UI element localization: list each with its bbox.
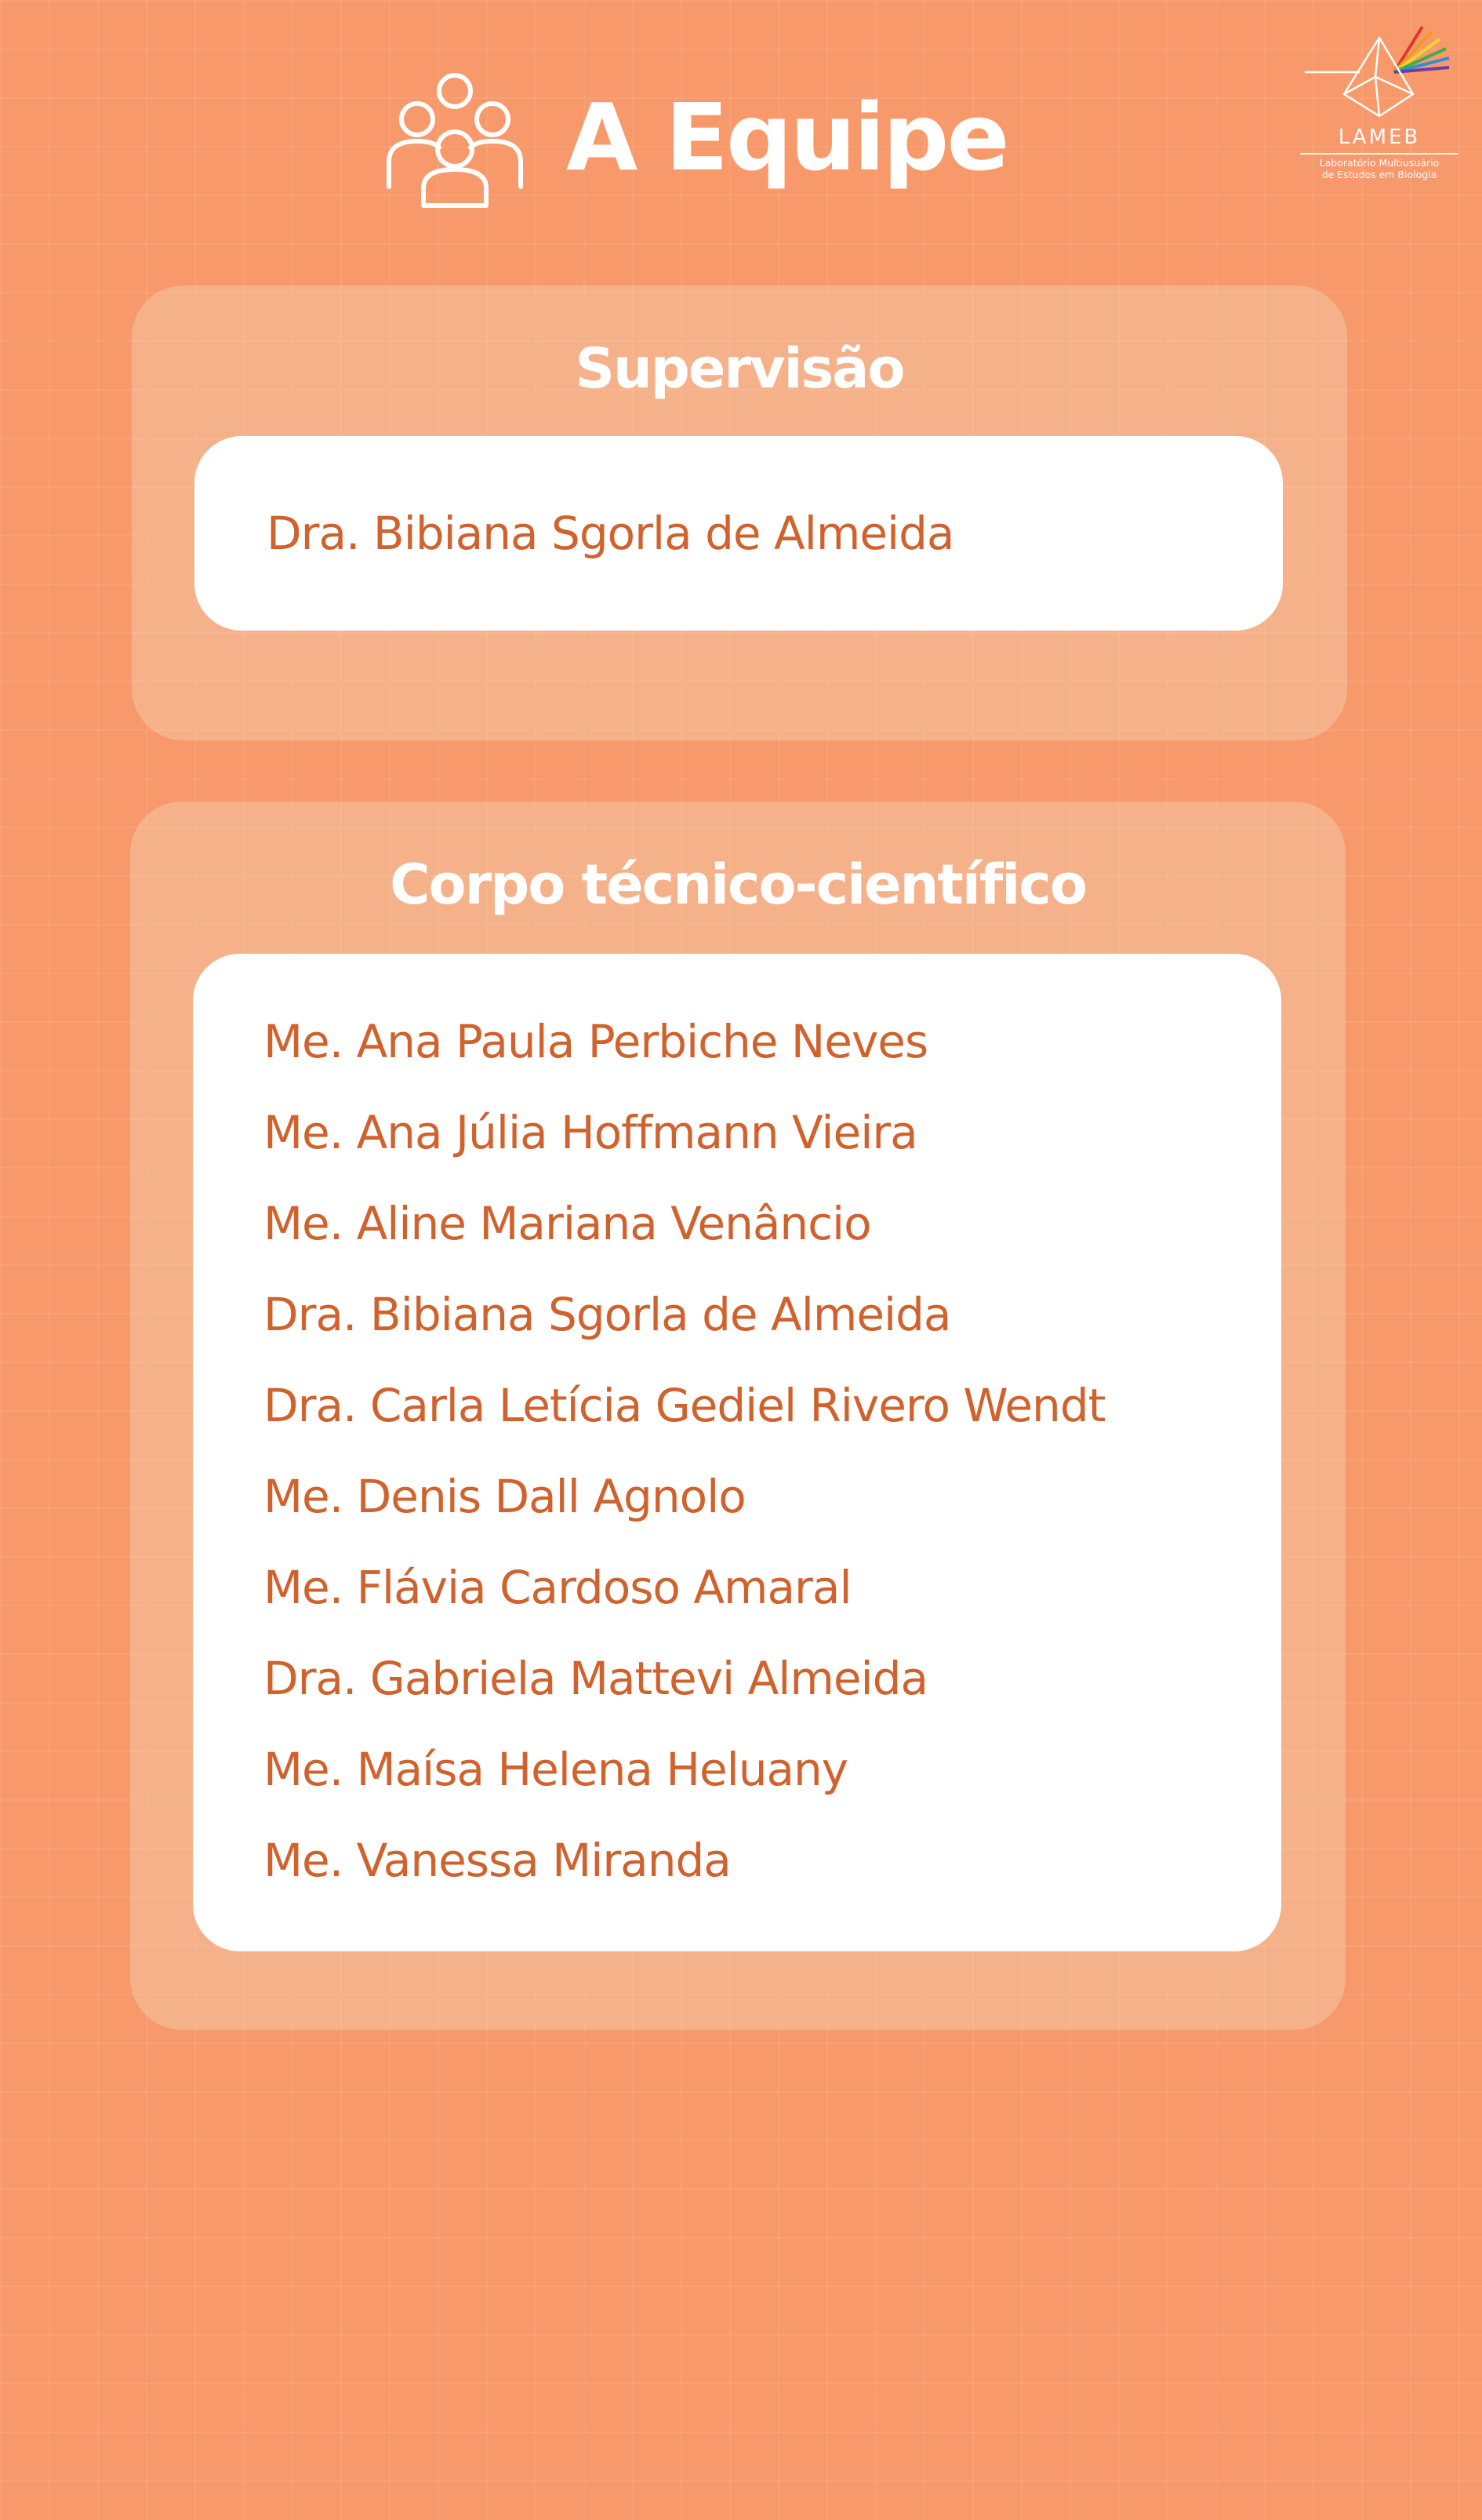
member-name: Me. Ana Júlia Hoffmann Vieira	[263, 1106, 917, 1159]
logo-description-line1: Laboratório Multiusuário	[1319, 157, 1440, 169]
team-panel	[130, 802, 1346, 2030]
member-name: Me. Ana Paula Perbiche Neves	[263, 1015, 928, 1068]
supervision-card	[194, 436, 1283, 631]
member-name: Dra. Gabriela Mattevi Almeida	[263, 1652, 928, 1705]
supervisor-name: Dra. Bibiana Sgorla de Almeida	[267, 507, 954, 560]
member-name: Me. Aline Mariana Venâncio	[263, 1197, 871, 1250]
member-name: Dra. Carla Letícia Gediel Rivero Wendt	[263, 1379, 1106, 1432]
member-name: Dra. Bibiana Sgorla de Almeida	[263, 1288, 951, 1341]
team-card	[193, 954, 1281, 1951]
supervision-title: Supervisão	[575, 336, 904, 401]
lameb-logo	[1297, 22, 1462, 187]
logo-description-line2: de Estudos em Biologia	[1321, 169, 1437, 180]
logo-description	[1297, 157, 1462, 180]
member-name: Me. Maísa Helena Heluany	[263, 1743, 848, 1796]
member-name: Me. Vanessa Miranda	[263, 1834, 731, 1887]
logo-divider	[1300, 153, 1458, 155]
logo-name: LAMEB	[1338, 125, 1421, 149]
team-icon	[384, 69, 525, 210]
prism-icon	[1297, 22, 1462, 124]
team-title: Corpo técnico-científico	[390, 853, 1086, 917]
member-name: Me. Denis Dall Agnolo	[263, 1470, 746, 1523]
page-title: A Equipe	[566, 83, 1008, 191]
supervision-panel	[132, 285, 1347, 740]
member-name: Me. Flávia Cardoso Amaral	[263, 1561, 852, 1614]
member-list	[263, 996, 1105, 1906]
